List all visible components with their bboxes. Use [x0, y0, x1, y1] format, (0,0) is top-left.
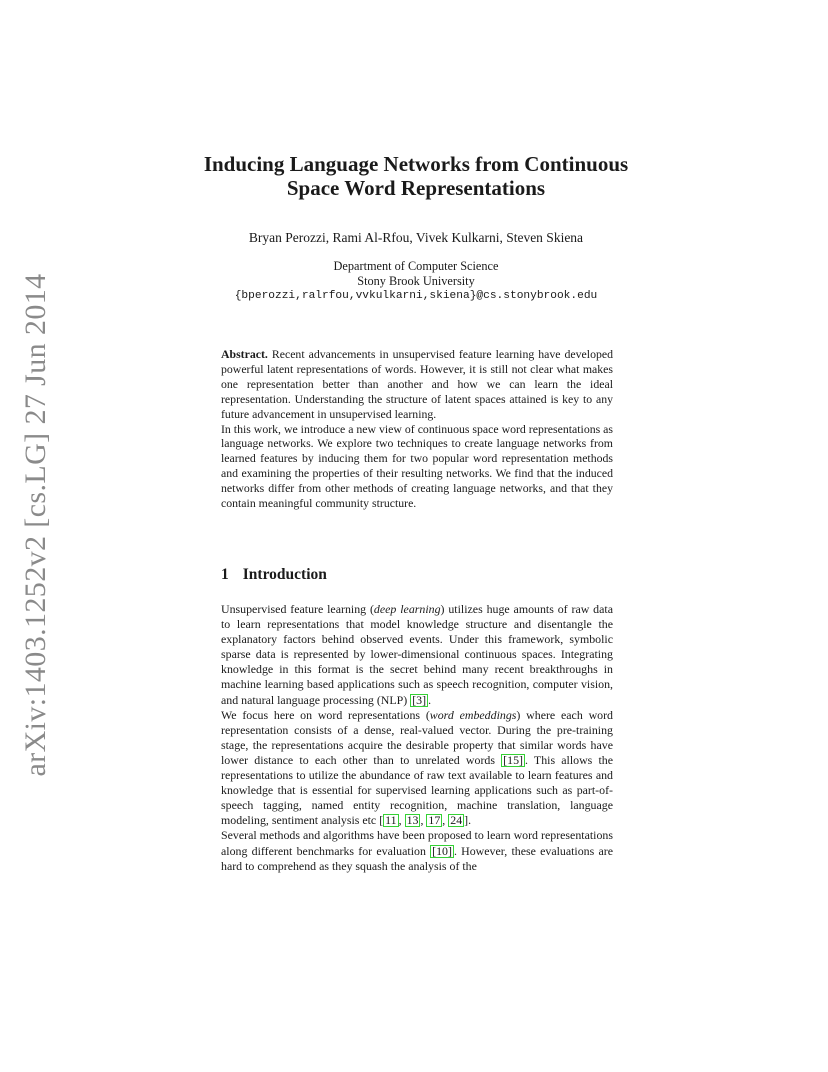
text-run: ) utilizes huge amounts of raw data to learn representations that model knowledge structure and disentangle the explanatory factors behind observed events. Under this framework, symbolic sparse data is represented by lower-dimensional continuous spaces. Integrating knowledge in this format is the secret behind many recent breakthroughs in machine learning based applications such as speech recognition, computer vision, and natural language processing (NLP) [221, 602, 613, 707]
author-emails: {bperozzi,ralrfou,vvkulkarni,skiena}@cs.stonybrook.edu [234, 290, 598, 302]
citation-link[interactable]: [10] [432, 843, 452, 858]
section-title: Introduction [242, 566, 327, 583]
section-number: 1 [221, 566, 229, 583]
abstract-text-1: Recent advancements in unsupervised feature learning have developed powerful latent representations of words. However, it is still not clear what makes one representation better than another and how we can learn the ideal representation. Understanding the structure of latent spaces attained is key to any future advancement in unsupervised learning. [221, 347, 613, 421]
citation-link[interactable]: 13 [406, 813, 419, 828]
abstract-paragraph-2: In this work, we introduce a new view of continuous space word representations as language networks. We explore two techniques to create language networks from learned features by inducing them for two popular word representation methods and examining the properties of their resulting networks. We find that the induced networks differ from other methods of creating language networks, and that they contain meaningful community structure. [221, 421, 613, 511]
paper-title [150, 152, 682, 200]
abstract-label: Abstract. [221, 347, 268, 361]
text-run: ) where each word representation consists of a dense, real-valued vector. During the pre-training stage, the representations acquire the desirable property that similar words have lower distance to each other than to unrelated words [221, 707, 614, 767]
text-run: Unsupervised feature learning ( [221, 602, 374, 616]
intro-paragraph-1 [221, 602, 613, 708]
section-heading-introduction [221, 566, 327, 584]
intro-paragraph-3 [221, 828, 613, 873]
citation-link[interactable]: 17 [428, 813, 441, 828]
text-run: We focus here on word representations ( [221, 707, 430, 722]
text-run: . [468, 813, 472, 828]
text-run: Several methods and algorithms have been proposed to learn word representations along different benchmarks for evaluation [221, 828, 613, 858]
citation-link[interactable]: 11 [385, 813, 397, 828]
department: Department of Computer Science [333, 259, 499, 273]
separator: , [442, 813, 449, 828]
text-run: . However, these evaluations are hard to comprehend as they squash the analysis of the [221, 843, 613, 873]
text-run: . [428, 692, 432, 707]
citation-link[interactable]: 24 [450, 813, 463, 828]
bracket: [ [379, 813, 384, 828]
citation-link[interactable]: [3] [412, 692, 427, 707]
bracket: ] [464, 813, 469, 828]
university: Stony Brook University [357, 274, 475, 288]
emphasis-deep-learning: deep learning [373, 602, 441, 616]
separator: , [420, 813, 427, 828]
separator: , [398, 813, 405, 828]
arxiv-identifier-stamp: arXiv:1403.1252v2 [cs.LG] 27 Jun 2014 [19, 273, 52, 777]
emphasis-word-embeddings: word embeddings [429, 707, 517, 722]
intro-paragraph-2 [221, 708, 613, 829]
title-line-1: Inducing Language Networks from Continuous [203, 152, 629, 176]
abstract-block [221, 347, 613, 511]
affiliation-block [150, 259, 682, 304]
title-line-2: Space Word Representations [286, 176, 546, 200]
text-run: . This allows the representations to utilize the abundance of raw text available to learn features and knowledge that is essential for supervised learning applications such as part-of-speech tagging, named entity recognition, machine translation, language modeling, sentiment analysis etc [221, 752, 614, 828]
abstract-paragraph-1 [221, 347, 613, 422]
author-list: Bryan Perozzi, Rami Al-Rfou, Vivek Kulkarni, Steven Skiena [248, 230, 584, 245]
introduction-body [221, 602, 613, 874]
citation-link[interactable]: [15] [503, 752, 523, 767]
